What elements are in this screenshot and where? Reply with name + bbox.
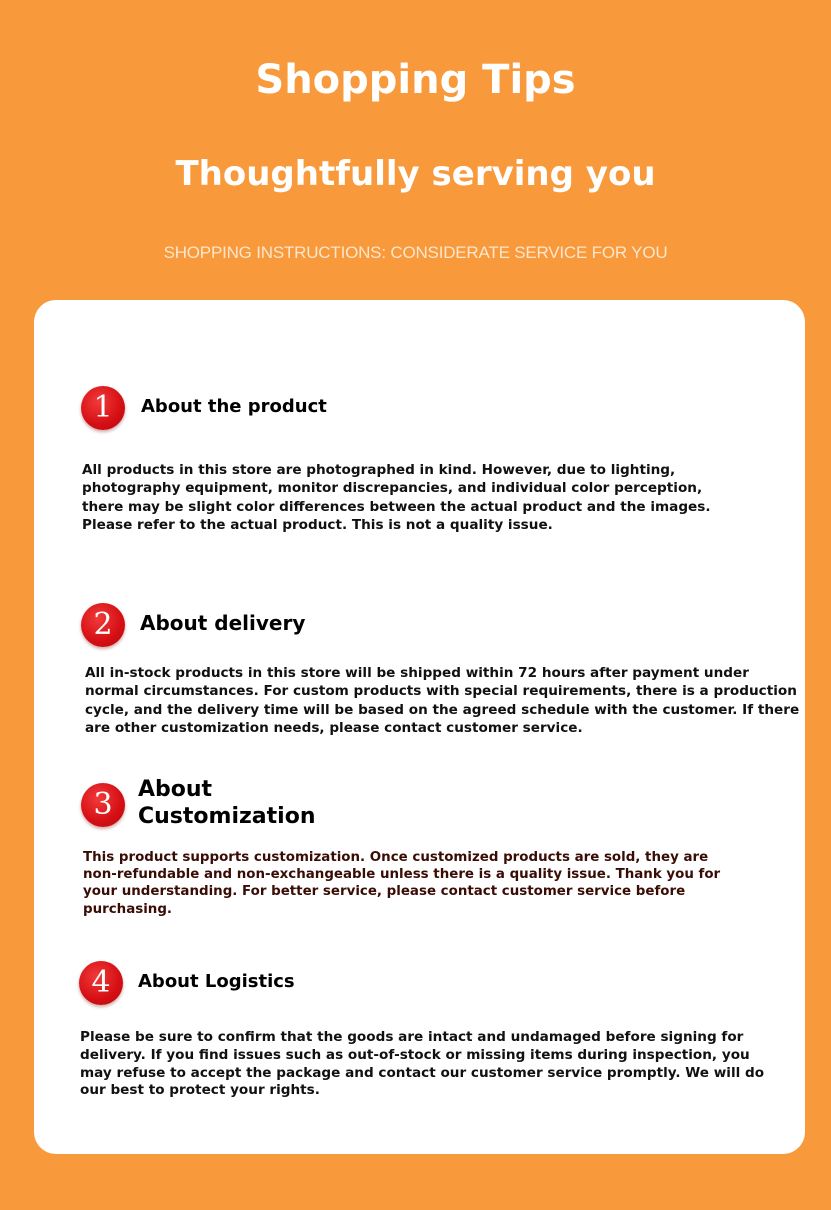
- page-title: Shopping Tips: [255, 57, 576, 103]
- number-4-icon: 4: [79, 961, 123, 1005]
- number-3-icon: 3: [81, 783, 125, 827]
- section-heading: About the product: [141, 396, 327, 417]
- number-1-icon: 1: [81, 386, 125, 430]
- section-body: This product supports customization. Once customized products are sold, they are non-refundable and non-exchangeable unless there is a quality issue. Thank you for your understanding. For better service, please contact customer service before purchasing.: [83, 850, 721, 917]
- section-body: All in-stock products in this store will be shipped within 72 hours after payment under normal circumstances. For custom products with special requirements, there is a production cycle, and the delivery time will be based on the agreed schedule with the customer. If there are other customization needs, please contact customer service.: [85, 665, 800, 737]
- page-tagline: SHOPPING INSTRUCTIONS: CONSIDERATE SERVICE FOR YOU: [163, 243, 668, 262]
- number-2-icon: 2: [81, 603, 125, 647]
- section-heading: About delivery: [140, 611, 306, 635]
- section-body: Please be sure to confirm that the goods are intact and undamaged before signing for delivery. If you find issues such as out-of-stock or missing items during inspection, you may refuse to accept the package and contact our customer service promptly. We will do our best to protect your rights.: [80, 1029, 765, 1099]
- section-body: All products in this store are photographed in kind. However, due to lighting, photography equipment, monitor discrepancies, and individual color perception, there may be slight color differences between the actual product and the images. Please refer to the actual product. This is not a quality issue.: [82, 462, 711, 534]
- section-heading: About Logistics: [138, 971, 295, 992]
- tips-card: [34, 300, 805, 1154]
- page-subtitle: Thoughtfully serving you: [175, 154, 656, 194]
- section-heading: About Customization: [138, 777, 316, 829]
